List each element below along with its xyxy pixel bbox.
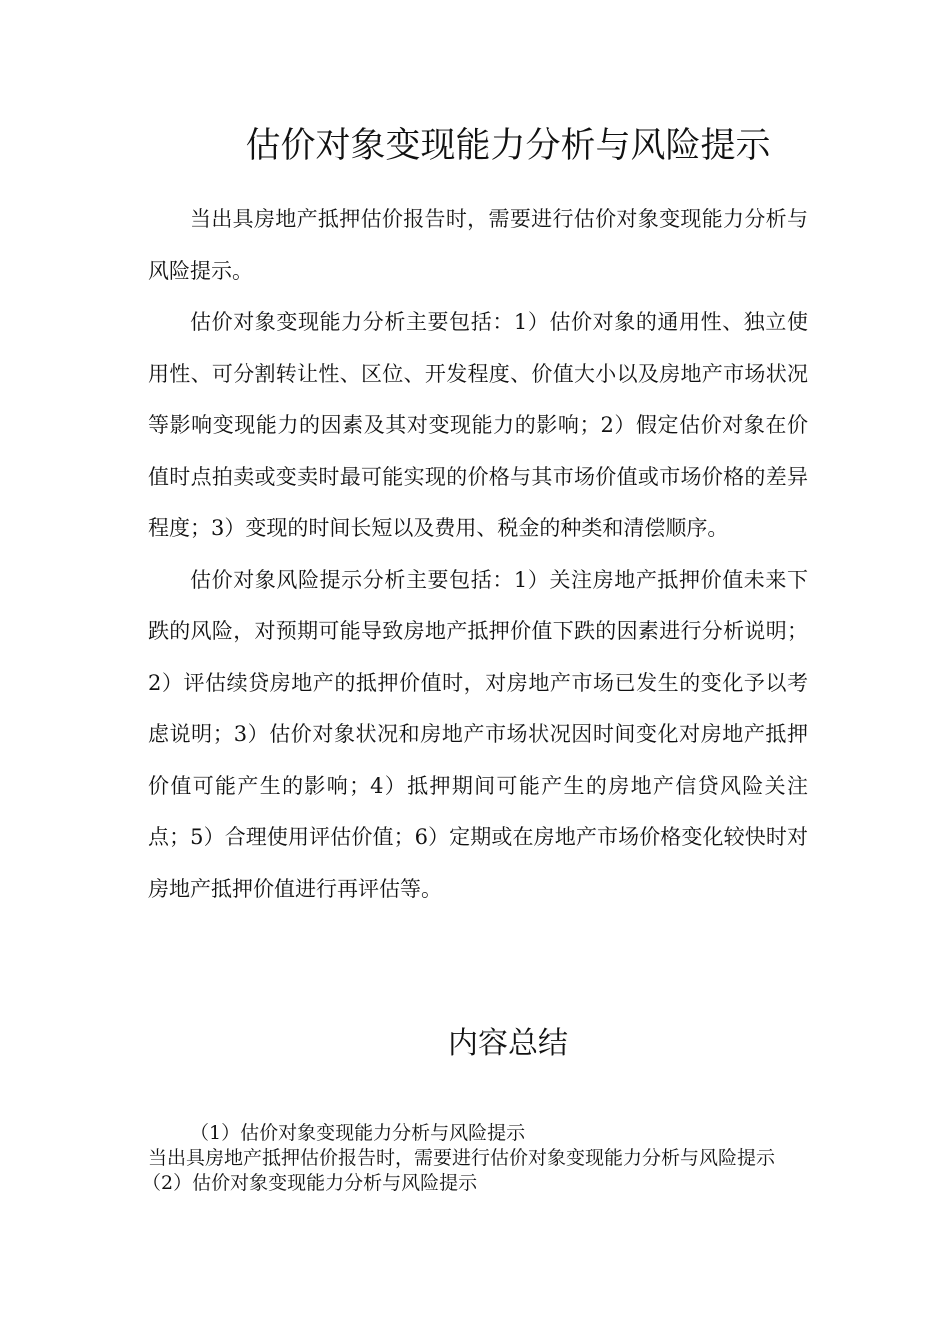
summary-item-1-text: 当出具房地产抵押估价报告时，需要进行估价对象变现能力分析与风险提示 (148, 1147, 776, 1169)
summary-item-2: （2）估价对象变现能力分析与风险提示 (142, 1172, 478, 1194)
summary-item-1: （1）估价对象变现能力分析与风险提示 (190, 1122, 526, 1144)
summary-heading: 内容总结 (448, 1026, 568, 1061)
paragraph-risk-analysis: 估价对象风险提示分析主要包括：1）关注房地产抵押价值未来下跌的风险，对预期可能导致房地产抵押价值下跌的因素进行分析说明；2）评估续贷房地产的抵押价值时，对房地产市场已发生的变化予以考虑说明；3）估价对象状况和房地产市场状况因时间变化对房地产抵押价值可能产生的影响；4）抵押期间可能产生的房地产信贷风险关注点；5）合理使用评估价值；6）定期或在房地产市场价格变化较快时对房地产抵押价值进行再评估等。 (148, 567, 808, 901)
document-body (148, 194, 808, 915)
document-title: 估价对象变现能力分析与风险提示 (245, 126, 771, 166)
paragraph-liquidity-analysis: 估价对象变现能力分析主要包括：1）估价对象的通用性、独立使用性、可分割转让性、区位、开发程度、价值大小以及房地产市场状况等影响变现能力的因素及其对变现能力的影响；2）假定估价对象在价值时点拍卖或变卖时最可能实现的价格与其市场价值或市场价格的差异程度；3）变现的时间长短以及费用、税金的种类和清偿顺序。 (148, 310, 808, 540)
paragraph-intro: 当出具房地产抵押估价报告时，需要进行估价对象变现能力分析与风险提示。 (148, 207, 808, 283)
summary-section (142, 1121, 798, 1196)
